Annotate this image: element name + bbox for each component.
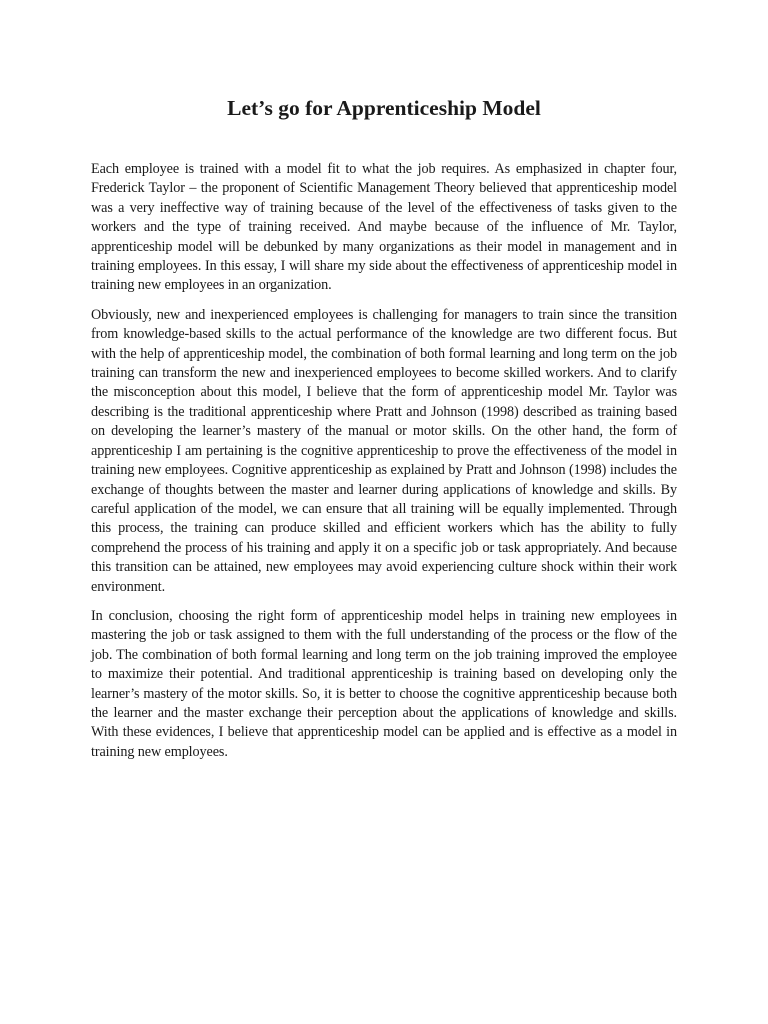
paragraph-introduction: Each employee is trained with a model fit to what the job requires. As emphasized in chapter four, Frederick Taylor – the proponent of Scientific Management Theory believed that apprenticeship model was a very ineffective way of training because of the level of the effectiveness of tasks given to the workers and the type of training received. And maybe because of the influence of Mr. Taylor, apprenticeship model will be debunked by many organizations as their model in management and in training employees. In this essay, I will share my side about the effectiveness of apprenticeship model in training new employees in an organization. [91, 161, 677, 294]
document-body [91, 160, 677, 772]
paragraph-body: Obviously, new and inexperienced employees is challenging for managers to train since the transition from knowledge-based skills to the actual performance of the knowledge are two different focus. But with the help of apprenticeship model, the combination of both formal learning and long term on the job training can transform the new and inexperienced employees to become skilled workers. And to clarify the misconception about this model, I believe that the form of apprenticeship model Mr. Taylor was describing is the traditional apprenticeship where Pratt and Johnson (1998) described as training based on developing the learner’s mastery of the manual or motor skills. On the other hand, the form of apprenticeship I am pertaining is the cognitive apprenticeship to prove the effectiveness of the model in training new employees. Cognitive apprenticeship as explained by Pratt and Johnson (1998) includes the exchange of thoughts between the master and learner during applications of knowledge and skills. By careful application of the model, we can ensure that all training will be equally implemented. Through this process, the training can produce skilled and efficient workers which has the ability to fully comprehend the process of his training and apply it on a specific job or task appropriately. And because this transition can be attained, new employees may avoid experiencing culture shock within their work environment. [91, 306, 677, 595]
paragraph-conclusion: In conclusion, choosing the right form of apprenticeship model helps in training new employees in mastering the job or task assigned to them with the full understanding of the process or the flow of the job. The combination of both formal learning and long term on the job training improved the employee to maximize their potential. And traditional apprenticeship is training based on developing only the learner’s mastery of the motor skills. So, it is better to choose the cognitive apprenticeship because both the learner and the master exchange their perception about the applications of knowledge and skills. With these evidences, I believe that apprenticeship model can be applied and is effective as a model in training new employees. [91, 607, 677, 760]
document-title: Let’s go for Apprenticeship Model [227, 96, 541, 120]
